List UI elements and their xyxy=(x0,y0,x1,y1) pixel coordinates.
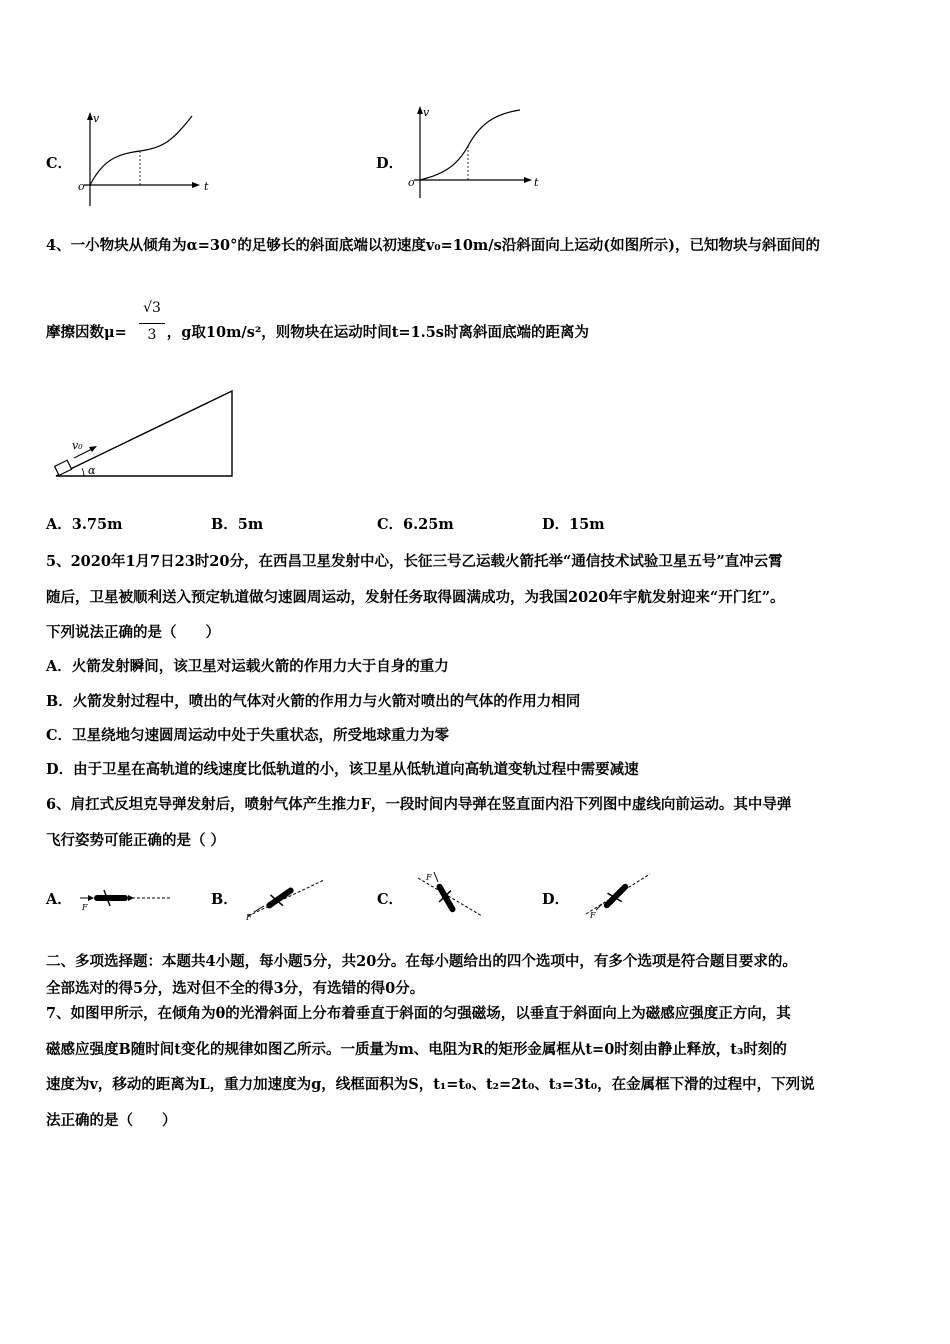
missile-diagram-c xyxy=(410,868,490,922)
axis-t-label: t xyxy=(204,180,209,193)
force-label: F xyxy=(426,873,432,882)
incline-diagram xyxy=(48,386,238,482)
q7-stem-line2: 磁感应强度B随时间t变化的规律如图乙所示。一质量为m、电阻为R的矩形金属框从t=0时刻由静止释放，t₃时刻的 xyxy=(46,1041,787,1058)
q4-line2-suffix: ，g取10m/s²，则物块在运动时间t=1.5s时离斜面底端的距离为 xyxy=(166,324,589,341)
mu-fraction-numerator: √3 xyxy=(143,300,161,316)
missile-diagram-b xyxy=(240,872,330,922)
q4-option-c[interactable]: C．6.25m xyxy=(377,516,454,533)
q4-line2-prefix: 摩擦因数μ= xyxy=(46,324,127,341)
q5-stem-line2: 随后，卫星被顺利送入预定轨道做匀速圆周运动，发射任务取得圆满成功，为我国2020年宇航发射迎来“开门红”。 xyxy=(46,589,785,606)
velocity-time-graph-d xyxy=(404,104,554,204)
q4-stem-line1: 4、一小物块从倾角为α=30°的足够长的斜面底端以初速度v₀=10m/s沿斜面向上运动(如图所示)，已知物块与斜面间的 xyxy=(46,237,820,254)
axis-v-label: v xyxy=(423,106,430,119)
axis-origin-label: o xyxy=(408,176,415,189)
mu-fraction-denominator: 3 xyxy=(147,327,157,343)
velocity-time-graph-c xyxy=(74,108,224,212)
q5-option-d[interactable]: D．由于卫星在高轨道的线速度比低轨道的小，该卫星从低轨道向高轨道变轨过程中需要减速 xyxy=(46,761,639,778)
section2-heading-line1: 二、多项选择题：本题共4小题，每小题5分，共20分。在每小题给出的四个选项中，有多个选项是符合题目要求的。 xyxy=(46,953,797,970)
axis-v-label: v xyxy=(93,112,100,125)
q5-option-b[interactable]: B．火箭发射过程中，喷出的气体对火箭的作用力与火箭对喷出的气体的作用力相同 xyxy=(46,693,581,710)
q6-option-a-label[interactable]: A． xyxy=(46,891,72,908)
force-label: F xyxy=(82,903,88,912)
q6-option-d-label[interactable]: D． xyxy=(542,891,570,908)
q4-stem-line2 xyxy=(46,323,589,343)
axis-t-label: t xyxy=(534,176,539,189)
q7-stem-line1: 7、如图甲所示，在倾角为θ的光滑斜面上分布着垂直于斜面的匀强磁场，以垂直于斜面向上为磁感应强度正方向，其 xyxy=(46,1005,791,1022)
missile-diagram-d xyxy=(580,868,656,922)
q5-option-c[interactable]: C．卫星绕地匀速圆周运动中处于失重状态，所受地球重力为零 xyxy=(46,727,450,744)
option-c-label: C． xyxy=(46,155,73,172)
force-label: F xyxy=(590,911,596,920)
q7-stem-line4: 法正确的是（ ） xyxy=(46,1112,177,1129)
q4-option-a[interactable]: A．3.75m xyxy=(46,516,123,533)
q7-stem-line3: 速度为v，移动的距离为L，重力加速度为g，线框面积为S，t₁=t₀、t₂=2t₀、t₃=3t₀，在金属框下滑的过程中，下列说 xyxy=(46,1076,815,1093)
q5-stem-line1: 5、2020年1月7日23时20分，在西昌卫星发射中心，长征三号乙运载火箭托举“通信技术试验卫星五号”直冲云霄 xyxy=(46,553,783,570)
q6-option-c-label[interactable]: C． xyxy=(377,891,404,908)
q4-option-b[interactable]: B．5m xyxy=(211,516,264,533)
angle-alpha-label: α xyxy=(88,464,96,477)
missile-diagram-a xyxy=(76,880,176,916)
section2-heading-line2: 全部选对的得5分，选对但不全的得3分，有选错的得0分。 xyxy=(46,980,425,997)
q5-option-a[interactable]: A．火箭发射瞬间，该卫星对运载火箭的作用力大于自身的重力 xyxy=(46,658,449,675)
fraction-bar xyxy=(139,323,165,324)
q6-stem-line1: 6、肩扛式反坦克导弹发射后，喷射气体产生推力F，一段时间内导弹在竖直面内沿下列图中虚线向前运动。其中导弹 xyxy=(46,796,792,813)
initial-velocity-label: v₀ xyxy=(72,439,83,452)
q4-option-d[interactable]: D．15m xyxy=(542,516,605,533)
q5-stem-line3: 下列说法正确的是（ ） xyxy=(46,624,220,641)
axis-origin-label: o xyxy=(78,180,85,193)
option-d-label: D． xyxy=(376,155,404,172)
force-label: F xyxy=(246,913,252,922)
q6-option-b-label[interactable]: B． xyxy=(211,891,238,908)
q6-stem-line2: 飞行姿势可能正确的是（ ） xyxy=(46,832,226,849)
